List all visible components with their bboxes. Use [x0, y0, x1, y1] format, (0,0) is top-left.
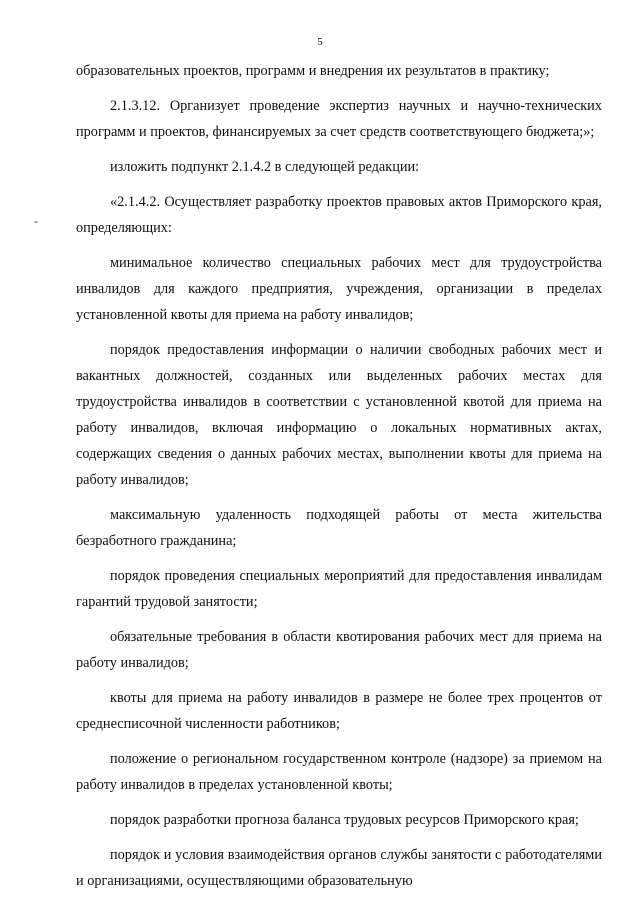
margin-mark: -: [34, 214, 38, 228]
page-number: 5: [317, 36, 323, 48]
paragraph-2-1-4-2: «2.1.4.2. Осуществляет разработку проектов правовых актов Приморского края, определяющих:: [76, 194, 602, 236]
list-item-quota-requirements: обязательные требования в области квотирования рабочих мест для приема на работу инвалидов;: [76, 629, 602, 671]
paragraph-continuation: образовательных проектов, программ и внедрения их результатов в практику;: [76, 63, 550, 79]
list-item-vacancy-info-procedure: порядок предоставления информации о наличии свободных рабочих мест и вакантных должностей, созданных или выделенных рабочих местах для трудоустройства инвалидов в соответствии с установленной квотой для приема на работу инвалидов, включая информацию о локальных нормативных актах, содержащих сведения о данных рабочих местах, выполнении квоты для приема на работу инвалидов;: [76, 342, 602, 488]
list-item-max-distance: максимальную удаленность подходящей работы от места жительства безработного гражданина;: [76, 507, 602, 549]
paragraph-2-1-3-12: 2.1.3.12. Организует проведение экспертиз научных и научно-технических программ и проектов, финансируемых за счет средств соответствующего бюджета;»;: [76, 98, 602, 140]
list-item-regional-control: положение о региональном государственном контроле (надзоре) за приемом на работу инвалидов в пределах установленной квоты;: [76, 751, 602, 793]
list-item-special-workplaces: минимальное количество специальных рабочих мест для трудоустройства инвалидов для каждого предприятия, учреждения, организации в пределах установленной квоты для приема на работу инвалидов;: [76, 255, 602, 323]
paragraph-amendment-instruction: изложить подпункт 2.1.4.2 в следующей редакции:: [110, 159, 420, 175]
list-item-employer-interaction: порядок и условия взаимодействия органов службы занятости с работодателями и организациями, осуществляющими образовательную: [76, 847, 602, 889]
list-item-quota-size: квоты для приема на работу инвалидов в размере не более трех процентов от среднесписочной численности работников;: [76, 690, 602, 732]
list-item-labor-forecast: порядок разработки прогноза баланса трудовых ресурсов Приморского края;: [110, 812, 579, 828]
document-body: [76, 58, 602, 903]
list-item-special-measures: порядок проведения специальных мероприятий для предоставления инвалидам гарантий трудовой занятости;: [76, 568, 602, 610]
